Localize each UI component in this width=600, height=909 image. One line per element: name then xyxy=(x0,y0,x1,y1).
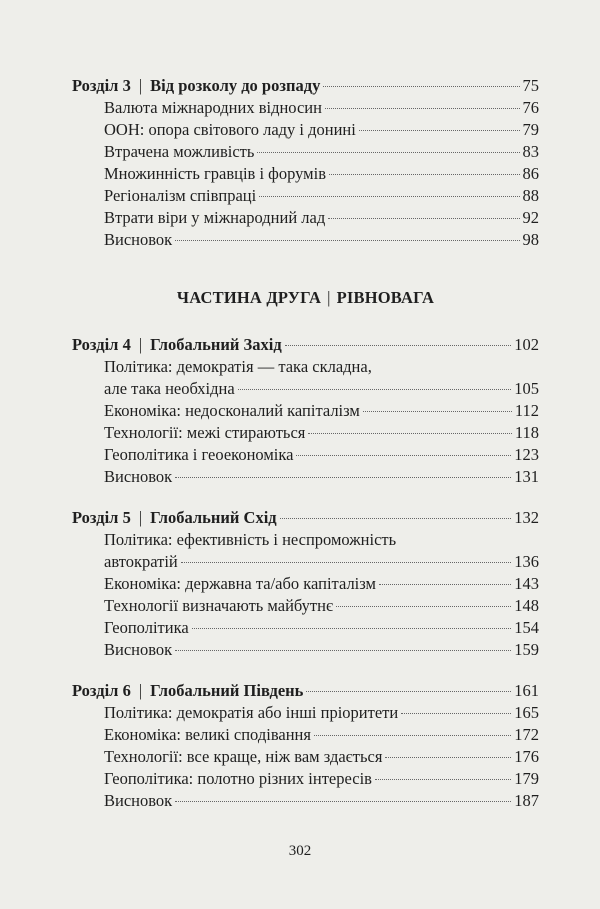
chapter-4-block xyxy=(72,334,539,488)
dot-leader xyxy=(323,86,519,87)
page-ref: 161 xyxy=(514,681,539,700)
entry-title: Висновок xyxy=(104,230,173,249)
page-ref: 172 xyxy=(514,725,539,744)
chapter-label: Розділ 3 xyxy=(72,76,131,95)
page-ref: 102 xyxy=(514,335,539,354)
entry-title: Висновок xyxy=(104,791,173,810)
page-ref: 118 xyxy=(514,423,539,442)
page-ref: 176 xyxy=(514,747,539,766)
page-ref: 88 xyxy=(522,186,539,205)
entry-title: автократій xyxy=(104,552,178,571)
entry-title: Технології визначають майбутнє xyxy=(104,596,334,615)
page-ref: 83 xyxy=(522,142,539,161)
entry-title: Висновок xyxy=(104,640,173,659)
page-ref: 86 xyxy=(522,164,539,183)
entry-title: Висновок xyxy=(104,467,173,486)
dot-leader xyxy=(306,691,511,692)
dot-leader xyxy=(328,218,519,219)
dot-leader xyxy=(181,562,512,563)
page-ref: 136 xyxy=(514,552,539,571)
dot-leader xyxy=(363,411,512,412)
separator: | xyxy=(138,335,143,354)
separator: | xyxy=(138,76,143,95)
chapter-title: Глобальний Схід xyxy=(150,508,277,527)
entry-title: Геополітика і геоекономіка xyxy=(104,445,294,464)
dot-leader xyxy=(285,345,512,346)
page-ref: 112 xyxy=(514,401,539,420)
chapter-heading xyxy=(72,680,539,702)
dot-leader xyxy=(175,477,511,478)
toc-entry xyxy=(72,185,539,207)
entry-title: але така необхідна xyxy=(104,379,235,398)
part-heading xyxy=(72,288,539,308)
dot-leader xyxy=(257,152,519,153)
entry-title: Технології: межі стираються xyxy=(104,423,306,442)
dot-leader xyxy=(379,584,511,585)
toc-entry xyxy=(72,702,539,724)
entry-title: Геополітика xyxy=(104,618,189,637)
entry-title: Геополітика: полотно різних інтересів xyxy=(104,769,372,788)
dot-leader xyxy=(175,801,511,802)
page-ref: 76 xyxy=(522,98,539,117)
toc-entry xyxy=(72,466,539,488)
dot-leader xyxy=(401,713,511,714)
chapter-heading xyxy=(72,507,539,529)
page-ref: 79 xyxy=(522,120,539,139)
part-label: ЧАСТИНА ДРУГА xyxy=(176,288,322,307)
dot-leader xyxy=(238,389,512,390)
dot-leader xyxy=(259,196,519,197)
entry-title-line: Політика: демократія — така складна, xyxy=(104,357,372,376)
entry-title-line: Політика: ефективність і неспроможність xyxy=(104,530,397,549)
toc-entry xyxy=(72,163,539,185)
chapter-5-block xyxy=(72,507,539,661)
toc-entry xyxy=(72,746,539,768)
chapter-label: Розділ 5 xyxy=(72,508,131,527)
toc-entry xyxy=(72,551,539,573)
page-ref: 132 xyxy=(514,508,539,527)
page-ref: 165 xyxy=(514,703,539,722)
page-ref: 143 xyxy=(514,574,539,593)
page-ref: 75 xyxy=(522,76,539,95)
separator: | xyxy=(138,508,143,527)
entry-title: Валюта міжнародних відносин xyxy=(104,98,322,117)
page-ref: 123 xyxy=(514,445,539,464)
dot-leader xyxy=(375,779,511,780)
toc-entry xyxy=(72,207,539,229)
toc-entry xyxy=(72,790,539,812)
dot-leader xyxy=(296,455,511,456)
toc-entry xyxy=(72,229,539,251)
toc-entry xyxy=(72,724,539,746)
dot-leader xyxy=(329,174,520,175)
toc-entry xyxy=(72,378,539,400)
toc-entry xyxy=(72,617,539,639)
separator: | xyxy=(138,681,143,700)
dot-leader xyxy=(314,735,511,736)
toc-entry xyxy=(72,141,539,163)
toc-entry xyxy=(72,97,539,119)
page-number: 302 xyxy=(288,843,312,859)
entry-title: Втрати віри у міжнародний лад xyxy=(104,208,326,227)
page-ref: 154 xyxy=(514,618,539,637)
entry-title: Економіка: великі сподівання xyxy=(104,725,311,744)
separator: | xyxy=(327,288,331,307)
entry-title: Економіка: недосконалий капіталізм xyxy=(104,401,360,420)
toc-entry xyxy=(72,444,539,466)
dot-leader xyxy=(336,606,511,607)
dot-leader xyxy=(359,130,520,131)
entry-title: Політика: демократія або інші пріоритети xyxy=(104,703,399,722)
page-ref: 179 xyxy=(514,769,539,788)
toc-entry xyxy=(72,573,539,595)
chapter-label: Розділ 6 xyxy=(72,681,131,700)
entry-title: Втрачена можливість xyxy=(104,142,255,161)
page-ref: 131 xyxy=(514,467,539,486)
page-ref: 105 xyxy=(514,379,539,398)
page-ref: 98 xyxy=(522,230,539,249)
chapter-title: Від розколу до розпаду xyxy=(150,76,321,95)
entry-title: Економіка: державна та/або капіталізм xyxy=(104,574,376,593)
entry-title: Регіоналізм співпраці xyxy=(104,186,257,205)
chapter-title: Глобальний Захід xyxy=(150,335,282,354)
page-ref: 187 xyxy=(514,791,539,810)
page-ref: 159 xyxy=(514,640,539,659)
chapter-heading xyxy=(72,334,539,356)
entry-title: Технології: все краще, ніж вам здається xyxy=(104,747,383,766)
dot-leader xyxy=(308,433,511,434)
dot-leader xyxy=(192,628,512,629)
chapter-heading xyxy=(72,75,539,97)
part-title-text: РІВНОВАГА xyxy=(336,288,435,307)
chapter-title: Глобальний Південь xyxy=(150,681,304,700)
dot-leader xyxy=(280,518,512,519)
dot-leader xyxy=(175,650,511,651)
dot-leader xyxy=(385,757,511,758)
toc-entry xyxy=(72,119,539,141)
page-ref: 148 xyxy=(514,596,539,615)
chapter-6-block xyxy=(72,680,539,812)
dot-leader xyxy=(325,108,520,109)
toc-entry xyxy=(72,768,539,790)
entry-title: ООН: опора світового ладу і донині xyxy=(104,120,356,139)
toc-entry xyxy=(72,400,539,422)
toc-entry xyxy=(72,595,539,617)
toc-entry xyxy=(72,422,539,444)
page-ref: 92 xyxy=(522,208,539,227)
dot-leader xyxy=(175,240,519,241)
toc-entry xyxy=(72,639,539,661)
chapter-label: Розділ 4 xyxy=(72,335,131,354)
entry-title: Множинність гравців і форумів xyxy=(104,164,326,183)
chapter-3-block xyxy=(72,75,539,251)
